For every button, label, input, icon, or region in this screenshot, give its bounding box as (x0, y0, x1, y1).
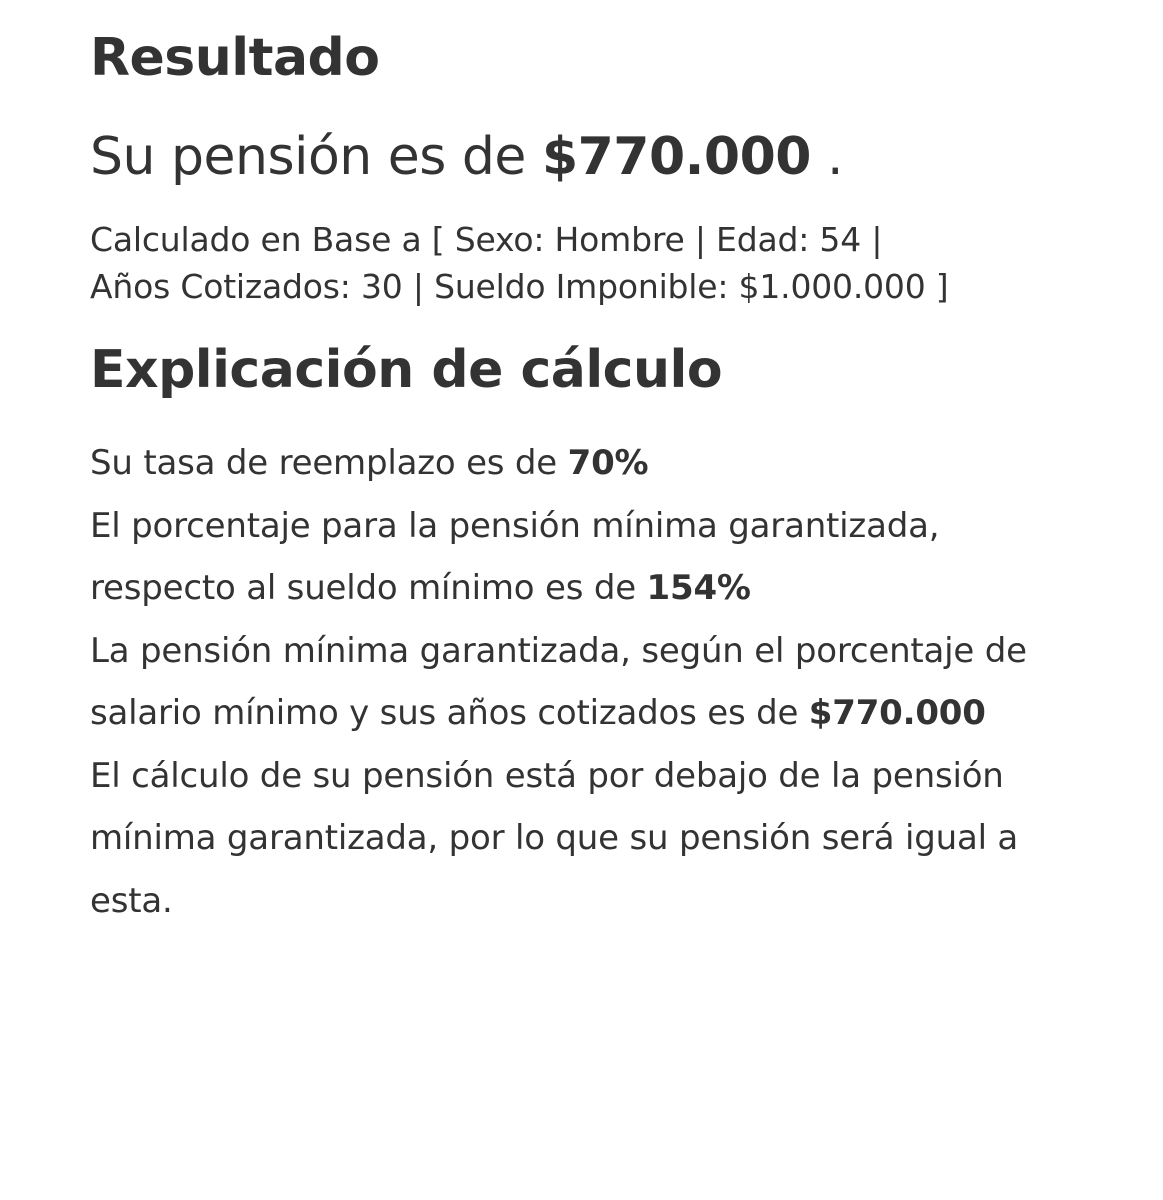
minimum-percentage-label: El porcentaje para la pensión mínima garantizada, respecto al sueldo mínimo es de (90, 505, 940, 608)
replacement-rate-line (90, 432, 1090, 495)
pension-result (90, 122, 843, 192)
pension-amount: $770.000 (541, 127, 811, 187)
replacement-rate-label: Su tasa de reemplazo es de (90, 443, 568, 483)
calculation-base (90, 216, 1080, 310)
minimum-pension-label: La pensión mínima garantizada, según el porcentaje de salario mínimo y sus años cotizados es de (90, 630, 1027, 733)
calculation-base-line-1: Calculado en Base a [ Sexo: Hombre | Edad: 54 | (90, 220, 883, 259)
calculation-base-line-2: Años Cotizados: 30 | Sueldo Imponible: $1.000.000 ] (90, 267, 949, 306)
replacement-rate-value: 70% (567, 443, 649, 483)
result-heading: Resultado (90, 28, 380, 88)
pension-prefix: Su pensión es de (90, 127, 542, 187)
explanation-heading: Explicación de cálculo (90, 340, 723, 400)
explanation-body (90, 432, 1090, 932)
minimum-pension-line (90, 620, 1090, 745)
minimum-percentage-line (90, 495, 1090, 620)
conclusion-line: El cálculo de su pensión está por debajo de la pensión mínima garantizada, por lo que su pensión será igual a esta. (90, 755, 1019, 921)
minimum-percentage-value: 154% (646, 568, 751, 608)
minimum-pension-value: $770.000 (808, 693, 986, 733)
pension-suffix: . (810, 127, 844, 187)
